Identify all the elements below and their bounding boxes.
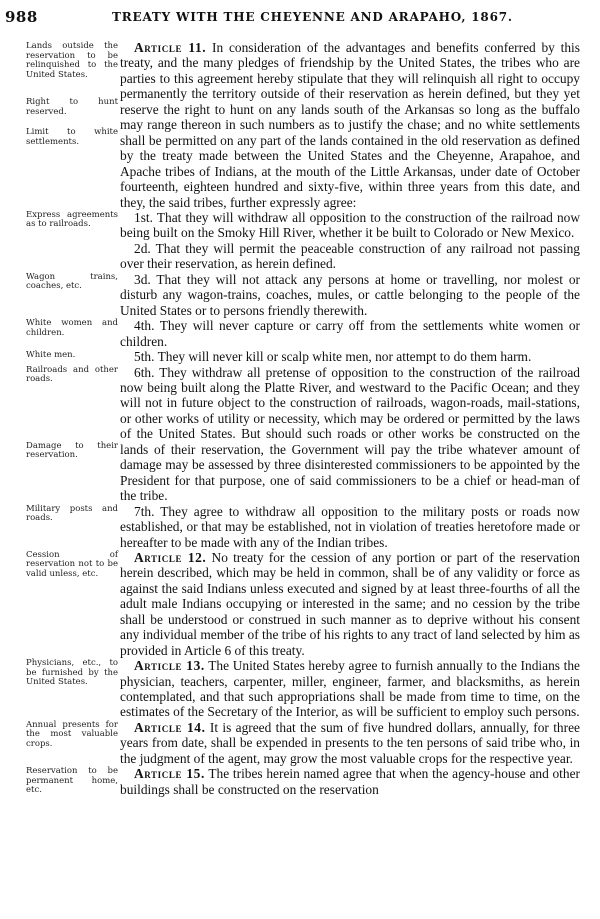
margin-note-railroads-other-roads: Railroads and other roads.	[26, 364, 118, 385]
article-13-block	[0, 658, 600, 720]
article-13-text: The United States hereby agree to furnish annually to the Indians the physician, teachers, carpenter, miller, engineer, farmer, and blacksmiths, as herein contemplated, and that such appropriations shall be made from time to time, on the estimates of the Secretary of the Interior, as will be sufficient to employ such persons.	[120, 658, 580, 720]
article-14-text: It is agreed that the sum of five hundred dollars, annually, for three years from date, shall be expended in presents to the ten persons of said tribe who, in the judgment of the agent, may grow the most valuable crops for the respective year.	[120, 719, 580, 766]
article-15	[120, 766, 580, 797]
item-3-block	[0, 272, 600, 318]
margin-note-white-women: White women and children.	[26, 318, 118, 338]
article-12-text: No treaty for the cession of any portion or part of the reservation herein described, which may be held in common, shall be of any validity or force as against the said Indians unless executed and signed by at least three-fourths of all the adult male Indians occupying or interested in the same; and no cession by the tribe shall be understood or construed in such manner as to deprive without his consent any individual member of the tribe of his rights to any tract of land selected by him as provided in Article 6 of this treaty.	[120, 549, 580, 658]
article-14-label: Article 14.	[134, 719, 206, 735]
margin-note-cession-not-valid: Cession of reservation not to be valid unless, etc.	[26, 549, 118, 579]
page-body	[0, 40, 600, 797]
item-2-block	[0, 241, 600, 272]
article-15-label: Article 15.	[134, 766, 205, 782]
article-12-block	[0, 550, 600, 658]
margin-note-right-to-hunt: Right to hunt reserved.	[26, 97, 118, 117]
margin-note-military-posts: Military posts and roads.	[26, 503, 118, 524]
item-4: 4th. They will never capture or carry off from the settlements white women or children.	[120, 318, 580, 349]
item-7-block	[0, 504, 600, 550]
item-1: 1st. That they will withdraw all opposition to the construction of the railroad now being built on the Smoky Hill River, whether it be built to Colorado or New Mexico.	[120, 209, 580, 241]
item-7: 7th. They agree to withdraw all opposition to the military posts or roads now established, or that may be established, not in violation of treaties heretofore made or hereafter to be made with any of the Indian tribes.	[120, 503, 580, 550]
item-4-block	[0, 318, 600, 349]
page-number: 988	[5, 8, 38, 26]
margin-note-wagon-trains: Wagon trains, coaches, etc.	[26, 271, 118, 292]
article-11	[120, 40, 580, 210]
margin-note-damage-reservation: Damage to their reservation.	[26, 440, 118, 461]
margin-note-white-men: White men.	[26, 350, 76, 361]
margin-note-lands-outside: Lands outside the reservation to be relinquished to the United States.	[26, 41, 118, 80]
article-12	[120, 550, 580, 658]
article-14	[120, 720, 580, 766]
margin-note-physicians: Physicians, etc., to be furnished by the United States.	[26, 658, 118, 688]
article-15-text: The tribes herein named agree that when the agency-house and other buildings shall be constructed on the reservation	[120, 766, 580, 797]
article-12-label: Article 12.	[134, 549, 207, 565]
article-13-label: Article 13.	[134, 658, 205, 674]
item-5: 5th. They will never kill or scalp white men, nor attempt to do them harm.	[134, 349, 532, 365]
article-15-block	[0, 766, 600, 797]
item-1-block	[0, 210, 600, 241]
margin-note-limit-white-settlements: Limit to white settlements.	[26, 127, 118, 147]
article-11-block	[0, 40, 600, 210]
article-13	[120, 658, 580, 720]
item-5-block	[0, 349, 600, 364]
item-2: 2d. That they will permit the peaceable construction of any railroad not passing over their reservation, as herein defined.	[120, 240, 580, 272]
item-3: 3d. That they will not attack any persons at home or travelling, nor molest or disturb any wagon-trains, coaches, mules, or cattle belonging to the people of the United States or to persons friendly therewith.	[120, 271, 580, 318]
running-head: TREATY WITH THE CHEYENNE AND ARAPAHO, 1867.	[112, 10, 513, 24]
margin-note-annual-presents: Annual presents for the most valuable crops.	[26, 719, 118, 749]
article-14-block	[0, 720, 600, 766]
article-11-text: In consideration of the advantages and benefits conferred by this treaty, and the many pledges of friendship by the United States, the tribes who are parties to this agreement hereby stipulate that they will relinquish all right to occupy permanently the territory outside of their reservation as herein defined, but they yet reserve the right to hunt on any lands south of the Arkansas so long as the buffalo may range thereon in such numbers as to justify the chase; and no white settlements shall be permitted on any part of the lands contained in the old reservation as defined by the treaty made between the United States and the Cheyenne, Arapahoe, and Apache tribes of Indians, at the mouth of the Little Arkansas, under date of October fourteenth, eighteen hundred and sixty-five, within three years from this date, and they, the said tribes, further expressly agree:	[120, 40, 580, 210]
item-6: 6th. They withdraw all pretense of opposition to the construction of the railroad now being built along the Platte River, and westward to the Pacific Ocean; and they will not in future object to the construction of railroads, wagon-roads, mail-stations, or other works of utility or necessity, which may be ordered or permitted by the laws of the United States. But should such roads or other works be constructed on the lands of their reservation, the Government will pay the tribe whatever amount of damage may be assessed by three disinterested commissioners to be appointed by the President for that purpose, one of said commissioners to be a chief or head-man of the tribe.	[120, 364, 580, 504]
article-11-label: Article 11.	[134, 40, 207, 55]
page-header	[0, 8, 600, 28]
margin-note-express-agreements: Express agreements as to railroads.	[26, 209, 118, 230]
margin-note-reservation-home: Reservation to be permanent home, etc.	[26, 766, 118, 796]
item-6-block	[0, 365, 600, 504]
